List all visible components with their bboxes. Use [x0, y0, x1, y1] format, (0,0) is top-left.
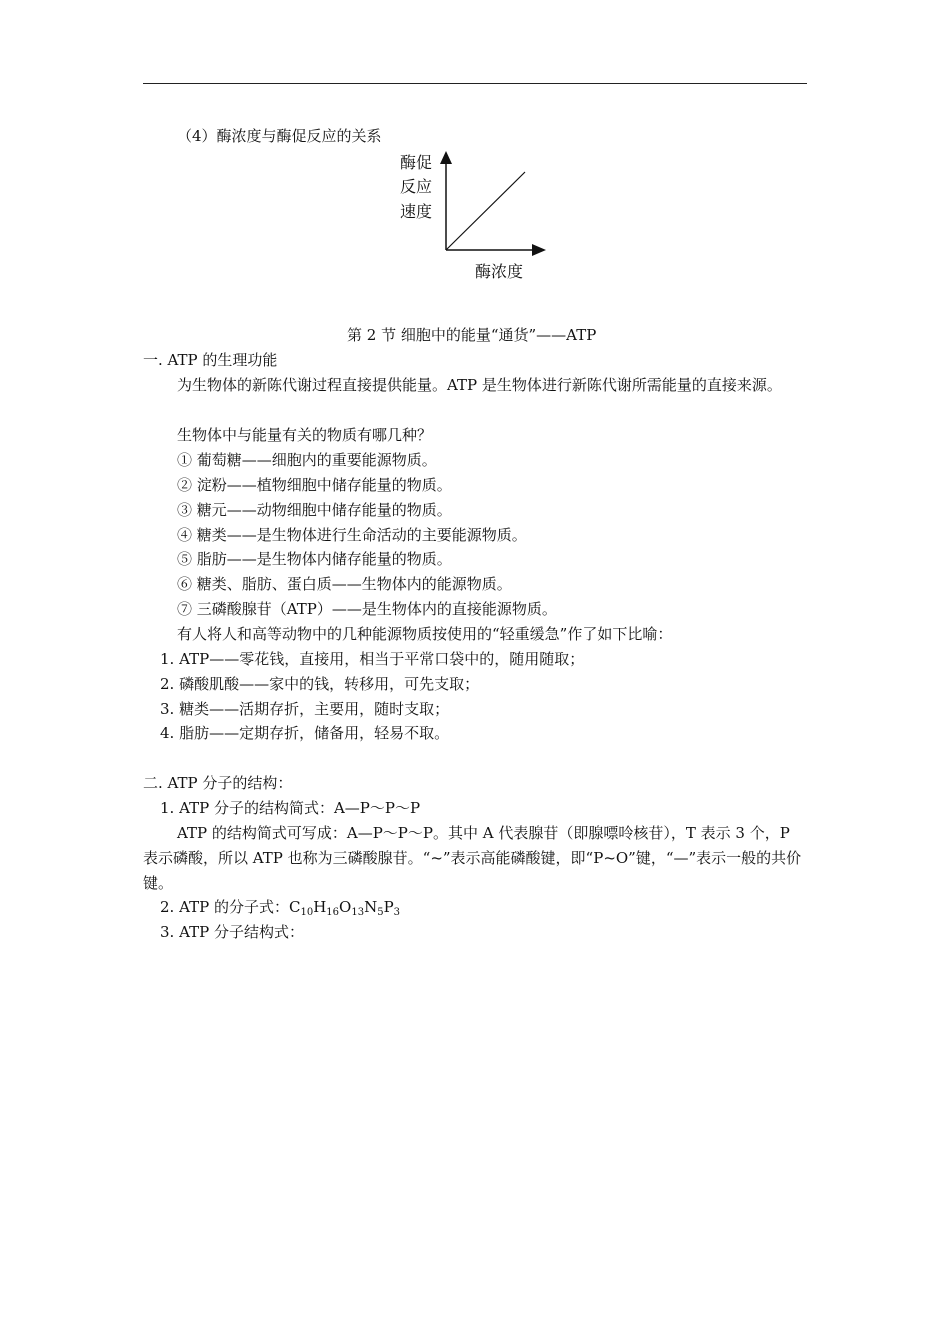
y-axis-label-3: 速度 [400, 202, 433, 221]
part2-paragraph: ATP 的结构简式可写成：A—P～P～P。其中 A 代表腺苷（即腺嘌呤核苷），T 表示 3 个，P 表示磷酸，所以 ATP 也称为三磷酸腺苷。“~”表示高能磷酸键，即“P~O”键，“—”表示一般的共价键。 [143, 824, 802, 892]
y-axis-label-2: 反应 [400, 177, 433, 196]
part2-heading: 二. ATP 分子的结构： [143, 774, 293, 792]
molecular-formula: $C_{10}H_{16}O_{13}N_5P_3$ [288, 898, 401, 918]
list-item: ⑦ 三磷酸腺苷（ATP）——是生物体内的直接能源物质。 [177, 600, 557, 618]
figure-caption: （4）酶浓度与酶促反应的关系 [177, 127, 382, 145]
list-item: ⑤ 脂肪——是生物体内储存能量的物质。 [177, 550, 452, 568]
structure-item-3: 3. ATP 分子结构式： [160, 923, 304, 941]
analogy-item: 3. 糖类——活期存折，主要用，随时支取； [160, 700, 450, 718]
list-item: ⑥ 糖类、脂肪、蛋白质——生物体内的能源物质。 [177, 575, 512, 593]
section-title: 第 2 节 细胞中的能量“通货”——ATP [347, 326, 597, 344]
y-axis-arrow [440, 151, 452, 164]
part1-paragraph: 为生物体的新陈代谢过程直接提供能量。ATP 是生物体进行新陈代谢所需能量的直接来源。 [177, 376, 782, 394]
analogy-intro: 有人将人和高等动物中的几种能源物质按使用的“轻重缓急”作了如下比喻： [177, 625, 673, 643]
part1-heading: 一. ATP 的生理功能 [143, 351, 278, 369]
analogy-item: 2. 磷酸肌酸——家中的钱，转移用，可先支取； [160, 675, 480, 693]
structure-item-1: 1. ATP 分子的结构简式：A—P～P～P [160, 799, 421, 817]
list-item: ② 淀粉——植物细胞中储存能量的物质。 [177, 476, 452, 494]
y-axis-label-1: 酶促 [400, 153, 433, 172]
analogy-item: 4. 脂肪——定期存折，储备用，轻易不取。 [160, 724, 450, 742]
part1-question: 生物体中与能量有关的物质有哪几种？ [177, 426, 433, 444]
formula-label: 2. ATP 的分子式： [160, 898, 289, 916]
list-item: ④ 糖类——是生物体进行生命活动的主要能源物质。 [177, 526, 527, 544]
list-item: ① 葡萄糖——细胞内的重要能源物质。 [177, 451, 437, 469]
x-axis-label: 酶浓度 [475, 262, 524, 281]
analogy-item: 1. ATP——零花钱，直接用，相当于平常口袋中的，随用随取； [160, 650, 585, 668]
structure-item-2 [160, 897, 400, 917]
enzyme-chart [0, 0, 950, 320]
list-item: ③ 糖元——动物细胞中储存能量的物质。 [177, 501, 452, 519]
x-axis-arrow [532, 244, 546, 256]
series-line [446, 172, 525, 250]
